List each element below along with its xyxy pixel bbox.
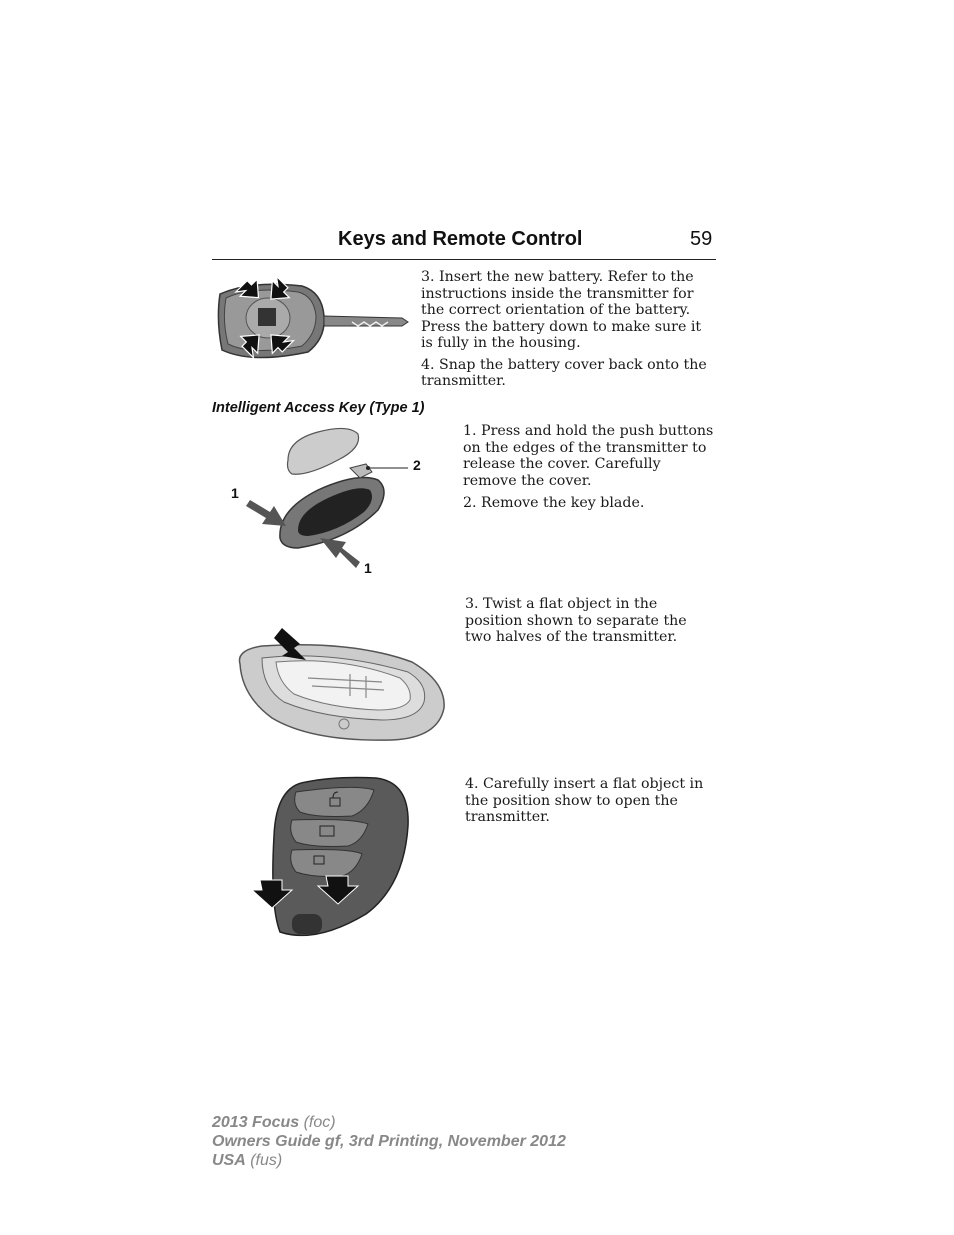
flip-key-figure bbox=[212, 278, 412, 362]
header-rule bbox=[212, 259, 716, 260]
battery-step-3: 3. Insert the new battery. Refer to the instructions inside the transmitter for the correct orientation of the battery. Press the battery down to make sure it is fully in the housing. bbox=[421, 269, 702, 351]
access-step-1: 1. Press and hold the push buttons on the edges of the transmitter to release the cover. Carefully remove the cover. bbox=[463, 423, 714, 489]
footer-line-2: Owners Guide gf, 3rd Printing, November 2012 bbox=[212, 1133, 566, 1150]
page-number: 59 bbox=[690, 228, 713, 250]
figure-label-1-bottom: 1 bbox=[364, 560, 372, 576]
figure-label-2: 2 bbox=[413, 457, 421, 473]
section-heading: Intelligent Access Key (Type 1) bbox=[212, 400, 425, 416]
figure-label-1-left: 1 bbox=[231, 485, 239, 501]
footer bbox=[212, 1113, 566, 1170]
access-step-3: 3. Twist a flat object in the position shown to separate the two halves of the transmitter. bbox=[465, 596, 687, 645]
battery-step-4: 4. Snap the battery cover back onto the transmitter. bbox=[421, 356, 707, 389]
access-step-2: 2. Remove the key blade. bbox=[463, 495, 645, 511]
separate-halves-figure bbox=[232, 622, 448, 744]
footer-line-3: USA (fus) bbox=[212, 1152, 283, 1169]
remote-open-figure bbox=[256, 776, 412, 940]
access-step-4: 4. Carefully insert a flat object in the position show to open the transmitter. bbox=[465, 776, 704, 825]
page-title: Keys and Remote Control bbox=[338, 228, 583, 250]
cover-removal-figure bbox=[228, 420, 448, 580]
footer-line-1: 2013 Focus (foc) bbox=[212, 1114, 336, 1131]
